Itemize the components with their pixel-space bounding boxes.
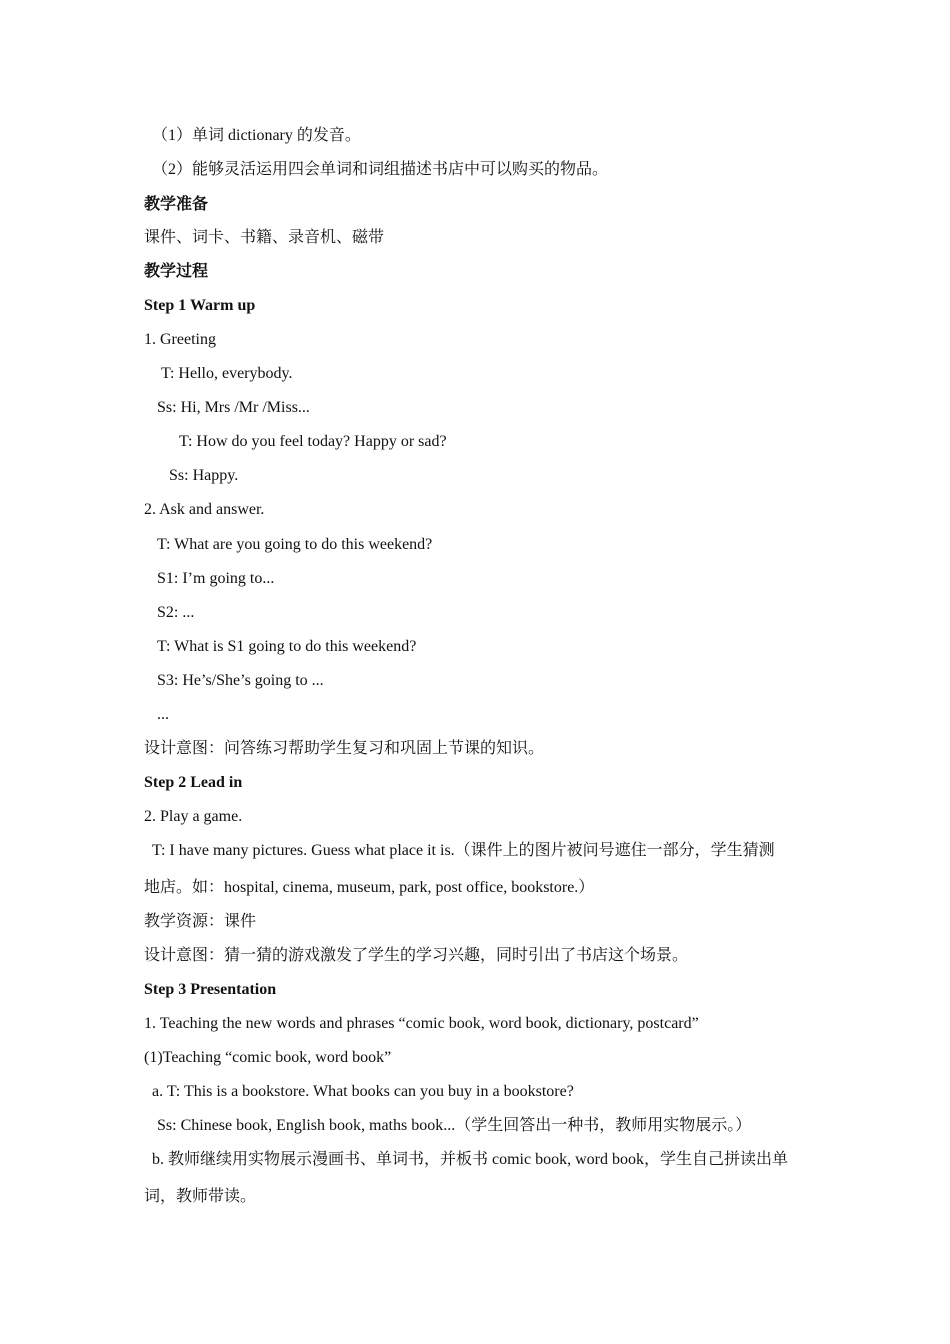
game-instruction: T: I have many pictures. Guess what place it is.（课件上的图片被问号遮住一部分，学生猜测 [152, 842, 775, 859]
dialog-line: T: What is S1 going to do this weekend? [157, 638, 417, 655]
presentation-line-a: a. T: This is a bookstore. What books can you buy in a bookstore? [152, 1083, 574, 1100]
dialog-line: T: How do you feel today? Happy or sad? [179, 433, 447, 450]
game-instruction-continued: 地店。如：hospital, cinema, museum, park, post office, bookstore.） [144, 879, 595, 896]
objective-2: （2）能够灵活运用四会单词和词组描述书店中可以购买的物品。 [152, 161, 609, 178]
design-intent-2: 设计意图：猜一猜的游戏激发了学生的学习兴趣，同时引出了书店这个场景。 [144, 947, 689, 964]
dialog-line: Ss: Happy. [169, 467, 239, 484]
heading-preparation: 教学准备 [144, 196, 209, 213]
dialog-line: Ss: Hi, Mrs /Mr /Miss... [157, 399, 310, 416]
objective-1: （1）单词 dictionary 的发音。 [152, 127, 361, 144]
game-title: 2. Play a game. [144, 808, 243, 825]
dialog-ellipsis: ... [157, 706, 169, 723]
step-1-heading: Step 1 Warm up [144, 297, 256, 314]
dialog-line: S1: I’m going to... [157, 570, 275, 587]
teaching-resource: 教学资源：课件 [144, 913, 257, 930]
presentation-line-b: b. 教师继续用实物展示漫画书、单词书，并板书 comic book, word book，学生自己拼读出单 [152, 1151, 788, 1168]
dialog-line: T: What are you going to do this weekend? [157, 536, 433, 553]
design-intent-1: 设计意图：问答练习帮助学生复习和巩固上节课的知识。 [144, 740, 545, 757]
dialog-line: S3: He’s/She’s going to ... [157, 672, 324, 689]
preparation-items: 课件、词卡、书籍、录音机、磁带 [144, 229, 385, 246]
heading-process: 教学过程 [144, 263, 209, 280]
dialog-line: T: Hello, everybody. [161, 365, 293, 382]
ask-answer-title: 2. Ask and answer. [144, 501, 265, 518]
presentation-answer: Ss: Chinese book, English book, maths book...（学生回答出一种书，教师用实物展示。） [157, 1117, 752, 1134]
teaching-words-title: 1. Teaching the new words and phrases “comic book, word book, dictionary, postcard” [144, 1015, 699, 1032]
presentation-line-b-continued: 词，教师带读。 [144, 1188, 257, 1205]
teaching-subtitle: (1)Teaching “comic book, word book” [144, 1049, 392, 1066]
dialog-line: S2: ... [157, 604, 195, 621]
greeting-title: 1. Greeting [144, 331, 216, 348]
step-2-heading: Step 2 Lead in [144, 774, 243, 791]
step-3-heading: Step 3 Presentation [144, 981, 277, 998]
